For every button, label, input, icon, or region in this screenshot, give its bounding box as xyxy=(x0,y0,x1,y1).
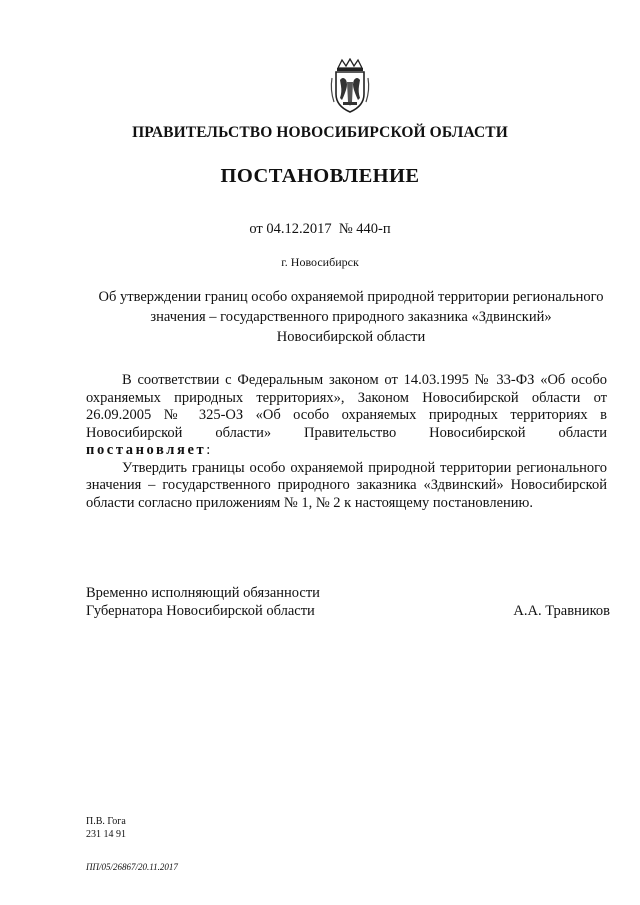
subject-line: Об утверждении границ особо охраняемой природной территории регионального xyxy=(98,289,604,305)
document-subject xyxy=(86,287,616,347)
signer-position-line: Губернатора Новосибирской области xyxy=(86,603,315,619)
body-paragraph-decision: Утвердить границы особо охраняемой природной территории регионального значения – государственного природного заказника «Здвинский» Новосибирской области согласно приложениям № 1, № 2 к настоящему постановлению. xyxy=(86,459,607,511)
resolves-word: постановляет xyxy=(86,442,207,458)
signer-position-line: Временно исполняющий обязанности xyxy=(86,585,320,601)
subject-line: значения – государственного природного заказника «Здвинский» xyxy=(150,309,552,325)
resolves-colon: : xyxy=(206,442,211,458)
document-city: г. Новосибирск xyxy=(281,255,359,269)
document-date-number: от 04.12.2017 № 440-п xyxy=(249,221,391,237)
preamble-text: В соответствии с Федеральным законом от 14.03.1995 № 33-ФЗ «Об особо охраняемых природных территориях», Законом Новосибирской области от 26.09.2005 № 325-ОЗ «Об особо охраняемых природных территориях в Новосибирской области» Правительство Новосибирской области xyxy=(86,372,607,441)
coat-of-arms-icon xyxy=(328,58,372,114)
signer-name: А.А. Травников xyxy=(513,603,610,619)
document-body xyxy=(86,372,607,512)
document-type-heading: ПОСТАНОВЛЕНИЕ xyxy=(220,165,420,187)
government-title: ПРАВИТЕЛЬСТВО НОВОСИБИРСКОЙ ОБЛАСТИ xyxy=(132,124,508,141)
signer-position xyxy=(86,584,320,620)
executor-info xyxy=(86,815,126,841)
subject-line: Новосибирской области xyxy=(276,329,426,345)
executor-name: П.В. Гога xyxy=(86,816,126,827)
executor-phone: 231 14 91 xyxy=(86,829,126,840)
document-code: ПП/05/26867/20.11.2017 xyxy=(86,862,178,872)
body-paragraph-preamble xyxy=(86,372,607,460)
